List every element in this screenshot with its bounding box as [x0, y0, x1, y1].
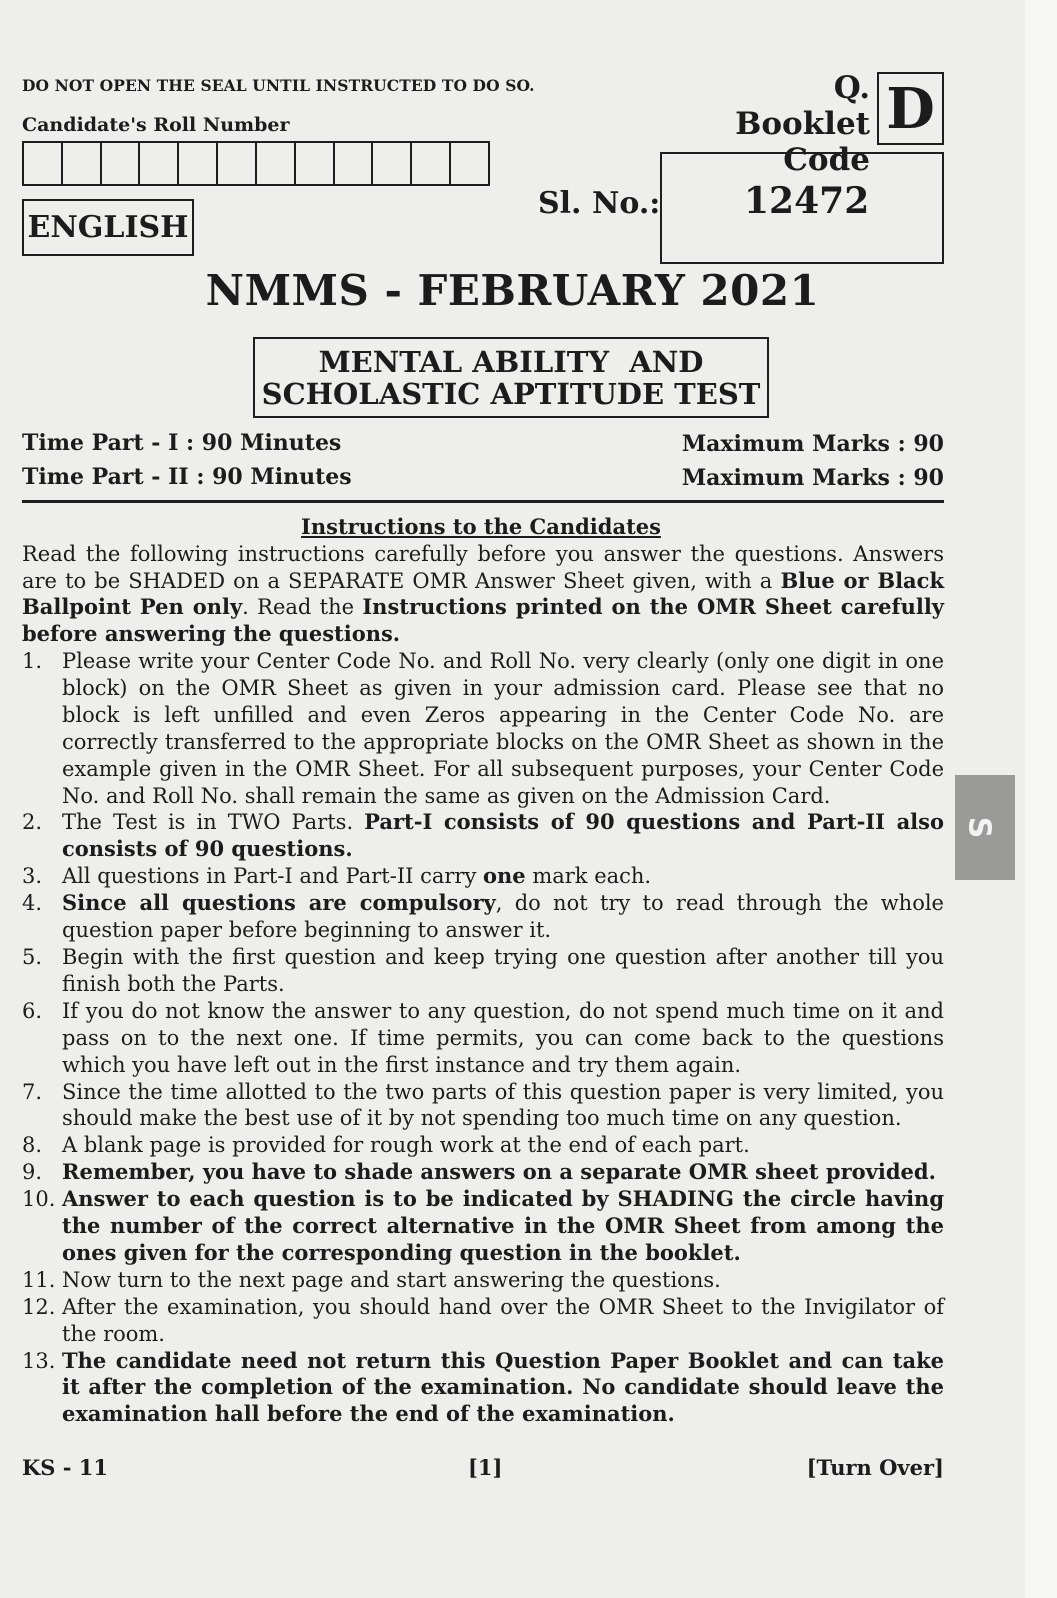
instruction-number: 12.	[22, 1294, 56, 1319]
roll-digit-box	[218, 143, 257, 184]
instruction-item	[22, 648, 944, 809]
roll-digit-box	[24, 143, 63, 184]
roll-number-boxes	[22, 141, 490, 186]
page-number: [1]	[468, 1455, 503, 1480]
instruction-number: 5.	[22, 944, 43, 969]
test-name-line2: SCHOLASTIC APTITUDE TEST	[261, 377, 761, 411]
instruction-number: 2.	[22, 810, 43, 835]
roll-digit-box	[373, 143, 412, 184]
instruction-text	[62, 890, 944, 944]
seal-notice: DO NOT OPEN THE SEAL UNTIL INSTRUCTED TO DO SO.	[22, 76, 535, 95]
roll-digit-box	[296, 143, 335, 184]
instruction-text-bold: one	[483, 863, 526, 889]
instruction-number: 11.	[22, 1267, 56, 1292]
roll-number-label: Candidate's Roll Number	[22, 114, 290, 136]
instruction-text: After the examination, you should hand over the OMR Sheet to the Invigilator of the room.	[62, 1294, 944, 1346]
instruction-text: Answer to each question is to be indicated by SHADING the circle having the number of the correct alternative in the OMR Sheet from among the ones given for the corresponding question in the booklet.	[62, 1186, 944, 1265]
exam-title: NMMS - FEBRUARY 2021	[205, 266, 820, 315]
instructions-heading: Instructions to the Candidates	[301, 514, 661, 539]
instruction-text	[62, 809, 944, 863]
instruction-number: 13.	[22, 1348, 56, 1373]
roll-digit-box	[451, 143, 488, 184]
instruction-item	[22, 1348, 944, 1429]
instruction-text-bold: Part-I consists of 90 questions and Part-II also consists of 90 questions.	[62, 809, 944, 862]
roll-digit-box	[412, 143, 451, 184]
roll-digit-box	[335, 143, 374, 184]
instruction-item	[22, 890, 944, 944]
side-index-tab	[955, 775, 1015, 880]
intro-text: Read the following instructions carefully before you answer the questions. Answers are to be SHADED on a SEPARATE OMR Answer Sheet given, with a	[22, 542, 944, 593]
instruction-number: 3.	[22, 864, 43, 889]
instruction-number: 8.	[22, 1133, 43, 1158]
instruction-text-plain: mark each.	[525, 864, 652, 889]
roll-digit-box	[63, 143, 102, 184]
roll-digit-box	[257, 143, 296, 184]
booklet-label-line2: Code	[783, 142, 870, 178]
test-name-line1: MENTAL ABILITY AND	[318, 345, 704, 379]
roll-digit-box	[140, 143, 179, 184]
instruction-item	[22, 1186, 944, 1267]
instruction-item	[22, 944, 944, 998]
instructions-list	[22, 648, 944, 1428]
turn-over-note: [Turn Over]	[806, 1455, 944, 1480]
instruction-number: 10.	[22, 1187, 56, 1212]
part2-time: Time Part - II : 90 Minutes	[22, 464, 352, 490]
instruction-number: 7.	[22, 1079, 43, 1104]
page-margin	[1025, 0, 1057, 1598]
intro-text: . Read the	[242, 595, 363, 620]
instruction-text: Since the time allotted to the two parts of this question paper is very limited, you should make the best use of it by not spending too much time on any question.	[62, 1079, 944, 1131]
divider-rule	[22, 500, 944, 503]
instruction-text: Now turn to the next page and start answering the questions.	[62, 1267, 721, 1292]
instruction-text: A blank page is provided for rough work at the end of each part.	[62, 1133, 750, 1158]
part1-time: Time Part - I : 90 Minutes	[22, 430, 342, 456]
intro-bold-pen: Blue or Black Ballpoint Pen only	[22, 567, 944, 620]
instruction-number: 6.	[22, 998, 43, 1023]
instruction-text-plain: , do not try to read through the whole question paper before beginning to answer it.	[62, 891, 944, 943]
instruction-item	[22, 1267, 944, 1294]
instruction-text: The candidate need not return this Question Paper Booklet and can take it after the completion of the examination. No candidate should leave the examination hall before the end of the examination.	[62, 1347, 944, 1427]
part2-max-marks: Maximum Marks : 90	[681, 465, 944, 491]
instruction-number: 4.	[22, 891, 43, 916]
instruction-item	[22, 1294, 944, 1348]
serial-number-box: 12472	[660, 152, 944, 264]
booklet-label-line1: Q. Booklet	[735, 70, 870, 142]
instruction-text-plain: All questions in Part-I and Part-II carry	[62, 864, 483, 889]
serial-number-label: Sl. No.:	[538, 186, 661, 221]
instruction-item	[22, 998, 944, 1079]
instruction-text	[62, 863, 944, 890]
instruction-text: If you do not know the answer to any question, do not spend much time on it and pass on to the next one. If time permits, you can come back to the questions which you have left out in the first instance and try them again.	[62, 998, 944, 1077]
instruction-text: Remember, you have to shade answers on a separate OMR sheet provided.	[62, 1159, 936, 1185]
test-name-box	[253, 337, 769, 418]
instruction-item	[22, 1079, 944, 1133]
instruction-text: Begin with the first question and keep trying one question after another till you finish both the Parts.	[62, 944, 944, 996]
instruction-item	[22, 809, 944, 863]
instruction-text: Please write your Center Code No. and Roll No. very clearly (only one digit in one block) on the OMR Sheet as given in your admission card. Please see that no block is left unfilled and even Zeros appearing in the Center Code No. are correctly transferred to the appropriate blocks on the OMR Sheet as shown in the example given in the OMR Sheet. For all subsequent purposes, your Center Code No. and Roll No. shall remain the same as given on the Admission Card.	[62, 649, 944, 808]
instructions-intro	[22, 541, 944, 647]
instruction-text-plain: The Test is in TWO Parts.	[62, 810, 365, 835]
booklet-series-code: KS - 11	[22, 1455, 108, 1480]
roll-digit-box	[102, 143, 141, 184]
language-box: ENGLISH	[22, 199, 194, 256]
instruction-number: 9.	[22, 1160, 43, 1185]
instruction-item	[22, 1159, 944, 1186]
instruction-text-bold: Since all questions are compulsory	[62, 890, 496, 916]
side-tab-letter: S	[961, 816, 997, 839]
instruction-item	[22, 863, 944, 890]
part1-max-marks: Maximum Marks : 90	[681, 431, 944, 457]
roll-digit-box	[179, 143, 218, 184]
instruction-item	[22, 1132, 944, 1159]
instruction-number: 1.	[22, 649, 43, 673]
intro-bold-omr: Instructions printed on the OMR Sheet carefully before answering the questions.	[22, 594, 945, 646]
booklet-code-box: D	[877, 72, 944, 145]
